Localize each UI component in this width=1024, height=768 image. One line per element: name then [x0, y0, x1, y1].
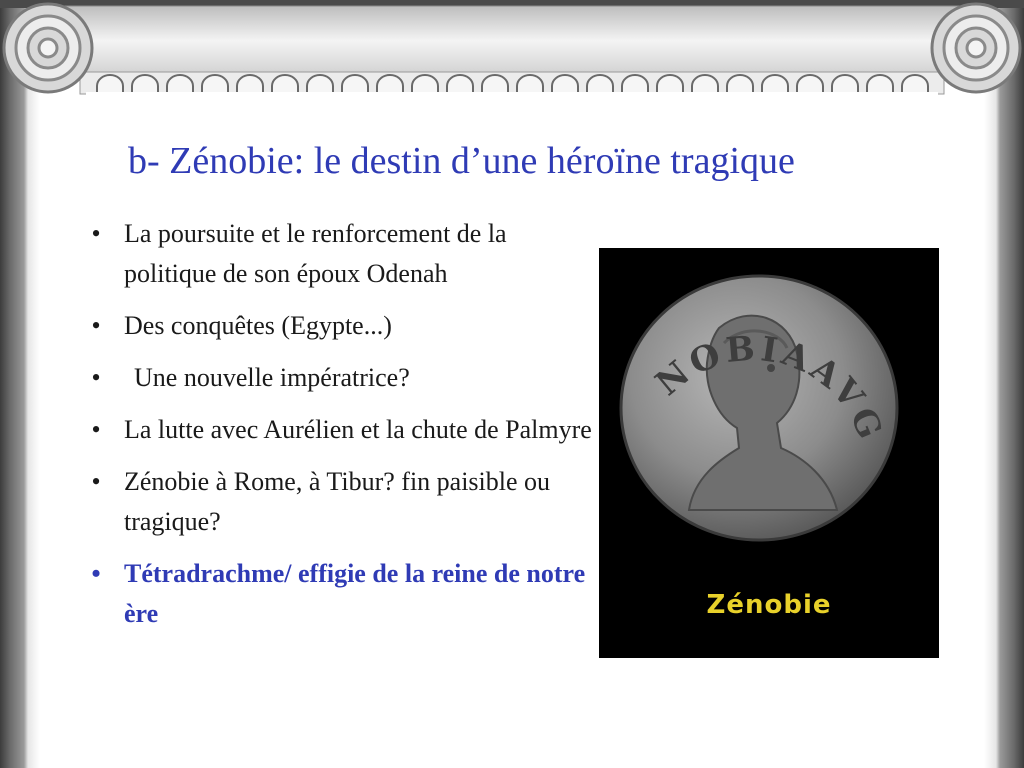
coin-image — [599, 248, 939, 658]
bullet-item-highlighted — [86, 554, 600, 634]
bullet-text-prefix: Des conquêtes ( — [124, 311, 291, 340]
bullet-text: La lutte avec Aurélien et la chute de Palmyre — [124, 415, 592, 444]
bullet-item — [86, 306, 600, 346]
right-volute-icon — [932, 4, 1020, 92]
coin-legend-path: NOBIAAVG — [648, 328, 892, 449]
bullet-list — [86, 214, 600, 646]
bullet-symbol: • — [91, 363, 101, 392]
bullet-text: Tétradrachme/ effigie de la reine de notre ère — [124, 559, 586, 628]
egypte-link[interactable]: Egypte — [290, 311, 364, 340]
left-volute-icon — [4, 4, 92, 92]
coin-caption: Zénobie — [706, 590, 832, 620]
bullet-text: Zénobie à Rome, à Tibur? fin paisible ou tragique? — [124, 467, 551, 536]
bullet-item — [86, 410, 600, 450]
bullet-symbol: • — [91, 415, 101, 444]
bullet-symbol: • — [91, 311, 101, 340]
bullet-symbol: • — [91, 559, 101, 588]
bullet-symbol: • — [91, 219, 101, 248]
bullet-symbol: • — [91, 467, 101, 496]
bullet-item — [86, 358, 600, 398]
bullet-text: Une nouvelle impératrice? — [134, 363, 410, 392]
bullet-text: La poursuite et le renforcement de la politique de son époux Odenah — [124, 219, 507, 288]
bullet-text-suffix: ...) — [363, 311, 392, 340]
bullet-text — [124, 311, 392, 340]
bullet-item — [86, 214, 600, 294]
bullet-item — [86, 462, 600, 542]
slide-title: b- Zénobie: le destin d’une héroïne tragique — [128, 140, 795, 182]
capital-svg — [0, 0, 1024, 96]
ionic-capital-decoration — [0, 0, 1024, 96]
